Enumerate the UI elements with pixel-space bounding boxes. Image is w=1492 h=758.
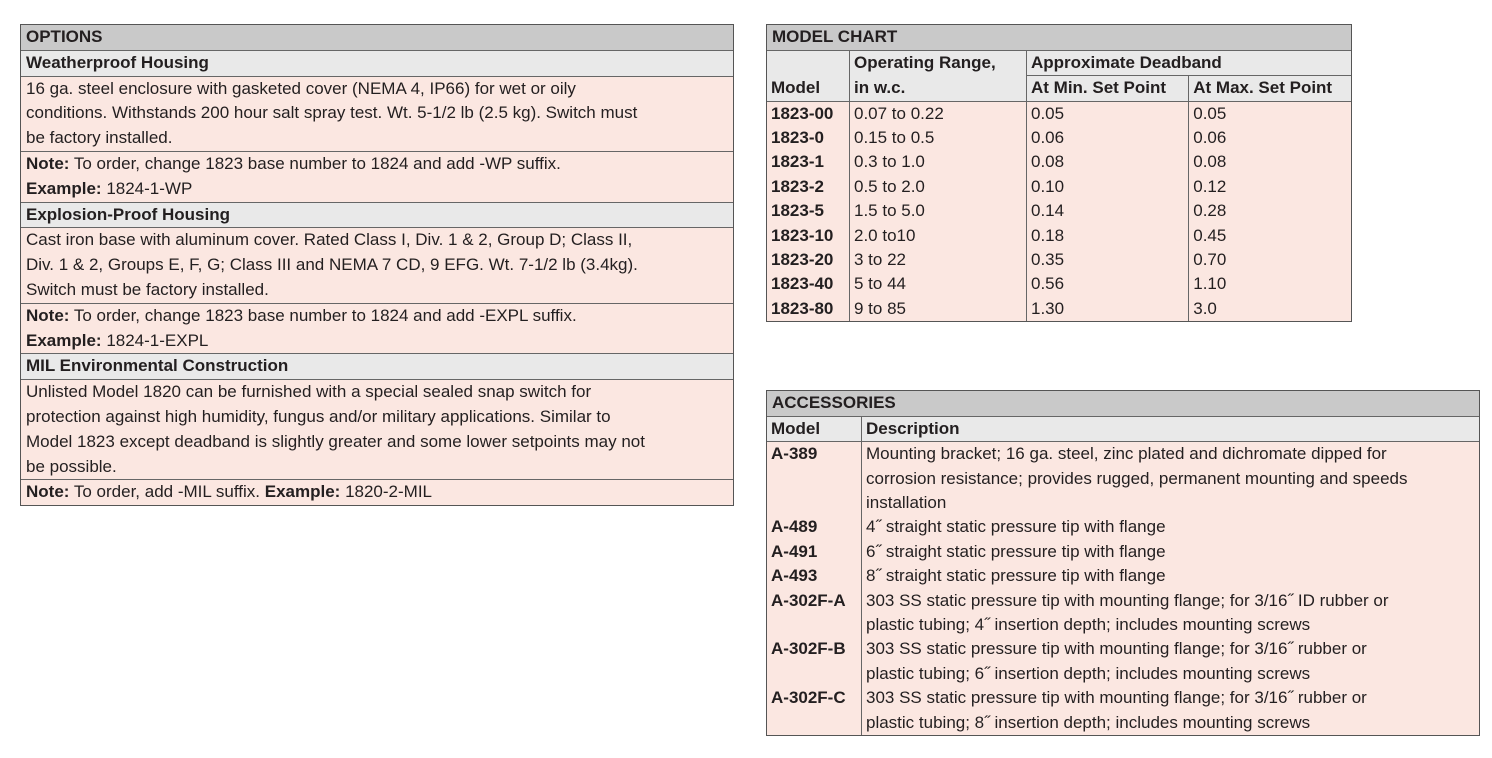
model-chart-table bbox=[767, 51, 1351, 321]
range-cell: 0.15 to 0.5 bbox=[850, 126, 1027, 150]
table-row bbox=[767, 686, 1479, 735]
range-cell: 3 to 22 bbox=[850, 248, 1027, 272]
accessories-table bbox=[767, 417, 1479, 735]
accessory-model: A-302F-B bbox=[771, 639, 846, 659]
table-row bbox=[767, 637, 1479, 686]
description-line: conditions. Withstands 200 hour salt spray test. Wt. 5-1/2 lb (2.5 kg). Switch must bbox=[26, 103, 638, 123]
min-cell: 0.18 bbox=[1027, 224, 1189, 248]
description-line: 303 SS static pressure tip with mounting flange; for 3/16˝ rubber or bbox=[866, 639, 1367, 659]
description-line: plastic tubing; 8˝ insertion depth; includes mounting screws bbox=[866, 712, 1311, 732]
range-cell: 0.07 to 0.22 bbox=[850, 101, 1027, 126]
option-heading-mil: MIL Environmental Construction bbox=[21, 353, 733, 380]
description-line: 6˝ straight static pressure tip with flange bbox=[866, 541, 1166, 561]
example-text: 1824-1-EXPL bbox=[101, 330, 209, 350]
accessory-description bbox=[862, 515, 1480, 539]
max-cell: 0.70 bbox=[1189, 248, 1351, 272]
table-row bbox=[767, 564, 1479, 588]
max-cell: 0.05 bbox=[1189, 101, 1351, 126]
min-cell: 0.56 bbox=[1027, 272, 1189, 296]
range-cell: 2.0 to10 bbox=[850, 224, 1027, 248]
max-cell: 0.08 bbox=[1189, 150, 1351, 174]
max-cell: 0.12 bbox=[1189, 175, 1351, 199]
description-line: 4˝ straight static pressure tip with flange bbox=[866, 517, 1166, 537]
note-text: To order, change 1823 base number to 1824 and add -EXPL suffix. bbox=[69, 305, 577, 325]
table-row bbox=[767, 126, 1351, 150]
accessory-description bbox=[862, 686, 1480, 735]
column-header-empty bbox=[767, 51, 850, 76]
table-row bbox=[767, 589, 1479, 638]
example-label: Example: bbox=[26, 330, 102, 350]
option-description bbox=[21, 77, 733, 151]
note-label: Note: bbox=[26, 153, 70, 173]
accessory-model: A-491 bbox=[771, 541, 818, 561]
max-cell: 0.45 bbox=[1189, 224, 1351, 248]
accessory-model: A-493 bbox=[771, 566, 818, 586]
description-line: Unlisted Model 1820 can be furnished with a special sealed snap switch for bbox=[26, 382, 592, 402]
description-line: 303 SS static pressure tip with mounting flange; for 3/16˝ rubber or bbox=[866, 688, 1367, 708]
model-cell: 1823-2 bbox=[771, 176, 824, 196]
column-header-range: Operating Range, bbox=[850, 51, 1027, 76]
model-cell: 1823-20 bbox=[771, 250, 834, 270]
max-cell: 3.0 bbox=[1189, 297, 1351, 321]
note-label: Note: bbox=[26, 305, 70, 325]
table-row bbox=[767, 297, 1351, 321]
description-line: Cast iron base with aluminum cover. Rated Class I, Div. 1 & 2, Group D; Class II, bbox=[26, 230, 633, 250]
model-chart-panel bbox=[766, 24, 1352, 322]
model-cell: 1823-40 bbox=[771, 274, 834, 294]
min-cell: 0.10 bbox=[1027, 175, 1189, 199]
accessory-description bbox=[862, 589, 1480, 638]
option-heading-weatherproof: Weatherproof Housing bbox=[21, 51, 733, 77]
table-row bbox=[767, 515, 1479, 539]
description-line: Model 1823 except deadband is slightly greater and some lower setpoints may not bbox=[26, 431, 645, 451]
min-cell: 0.14 bbox=[1027, 199, 1189, 223]
column-header-min: At Min. Set Point bbox=[1027, 76, 1189, 101]
column-header-range-unit: in w.c. bbox=[850, 76, 1027, 101]
range-cell: 5 to 44 bbox=[850, 272, 1027, 296]
range-cell: 9 to 85 bbox=[850, 297, 1027, 321]
description-line: Switch must be factory installed. bbox=[26, 279, 269, 299]
column-header-model: Model bbox=[771, 77, 821, 97]
table-row bbox=[767, 150, 1351, 174]
description-line: 303 SS static pressure tip with mounting flange; for 3/16˝ ID rubber or bbox=[866, 590, 1389, 610]
option-description bbox=[21, 228, 733, 302]
table-row bbox=[767, 272, 1351, 296]
option-note bbox=[21, 303, 733, 354]
max-cell: 0.06 bbox=[1189, 126, 1351, 150]
table-row bbox=[767, 442, 1479, 516]
option-note bbox=[21, 479, 733, 505]
options-panel bbox=[20, 24, 734, 506]
option-description bbox=[21, 380, 733, 479]
description-line: 16 ga. steel enclosure with gasketed cover (NEMA 4, IP66) for wet or oily bbox=[26, 78, 576, 98]
range-cell: 0.5 to 2.0 bbox=[850, 175, 1027, 199]
option-note bbox=[21, 151, 733, 202]
min-cell: 0.06 bbox=[1027, 126, 1189, 150]
accessory-description bbox=[862, 540, 1480, 564]
column-header-model: Model bbox=[771, 418, 821, 438]
accessory-model: A-389 bbox=[771, 444, 818, 464]
description-line: protection against high humidity, fungus and/or military applications. Similar to bbox=[26, 406, 611, 426]
description-line: plastic tubing; 6˝ insertion depth; includes mounting screws bbox=[866, 663, 1311, 683]
max-cell: 0.28 bbox=[1189, 199, 1351, 223]
table-row bbox=[767, 224, 1351, 248]
note-text: To order, add -MIL suffix. bbox=[69, 482, 265, 502]
model-cell: 1823-00 bbox=[771, 103, 834, 123]
table-row bbox=[767, 540, 1479, 564]
description-line: installation bbox=[866, 493, 947, 513]
model-cell: 1823-80 bbox=[771, 298, 834, 318]
range-cell: 1.5 to 5.0 bbox=[850, 199, 1027, 223]
model-cell: 1823-10 bbox=[771, 225, 834, 245]
range-cell: 0.3 to 1.0 bbox=[850, 150, 1027, 174]
min-cell: 1.30 bbox=[1027, 297, 1189, 321]
accessory-model: A-302F-C bbox=[771, 688, 846, 708]
model-cell: 1823-0 bbox=[771, 128, 824, 148]
model-chart-title: MODEL CHART bbox=[767, 25, 1351, 51]
accessory-description bbox=[862, 637, 1480, 686]
table-row bbox=[767, 175, 1351, 199]
accessory-description bbox=[862, 564, 1480, 588]
column-header-description: Description bbox=[862, 417, 1480, 442]
description-line: corrosion resistance; provides rugged, permanent mounting and speeds bbox=[866, 468, 1408, 488]
min-cell: 0.08 bbox=[1027, 150, 1189, 174]
description-line: Mounting bracket; 16 ga. steel, zinc plated and dichromate dipped for bbox=[866, 444, 1387, 464]
table-row bbox=[767, 101, 1351, 126]
model-cell: 1823-1 bbox=[771, 152, 824, 172]
min-cell: 0.05 bbox=[1027, 101, 1189, 126]
accessory-model: A-302F-A bbox=[771, 590, 846, 610]
description-line: 8˝ straight static pressure tip with flange bbox=[866, 566, 1166, 586]
accessory-description bbox=[862, 442, 1480, 516]
column-header-deadband: Approximate Deadband bbox=[1027, 51, 1352, 76]
example-text: 1820-2-MIL bbox=[340, 482, 433, 502]
accessory-model: A-489 bbox=[771, 517, 818, 537]
options-title: OPTIONS bbox=[21, 25, 733, 51]
description-line: be possible. bbox=[26, 456, 117, 476]
description-line: be factory installed. bbox=[26, 128, 173, 148]
note-text: To order, change 1823 base number to 1824 and add -WP suffix. bbox=[69, 153, 561, 173]
option-heading-explosion-proof: Explosion-Proof Housing bbox=[21, 202, 733, 229]
example-label: Example: bbox=[26, 178, 102, 198]
example-label: Example: bbox=[264, 482, 341, 502]
model-cell: 1823-5 bbox=[771, 201, 824, 221]
example-text: 1824-1-WP bbox=[101, 178, 193, 198]
description-line: Div. 1 & 2, Groups E, F, G; Class III and NEMA 7 CD, 9 EFG. Wt. 7-1/2 lb (3.4kg). bbox=[26, 255, 638, 275]
table-row bbox=[767, 199, 1351, 223]
table-row bbox=[767, 248, 1351, 272]
description-line: plastic tubing; 4˝ insertion depth; includes mounting screws bbox=[866, 615, 1311, 635]
accessories-title: ACCESSORIES bbox=[767, 391, 1479, 417]
min-cell: 0.35 bbox=[1027, 248, 1189, 272]
max-cell: 1.10 bbox=[1189, 272, 1351, 296]
accessories-panel bbox=[766, 390, 1480, 736]
column-header-max: At Max. Set Point bbox=[1189, 76, 1351, 101]
note-label: Note: bbox=[26, 482, 70, 502]
